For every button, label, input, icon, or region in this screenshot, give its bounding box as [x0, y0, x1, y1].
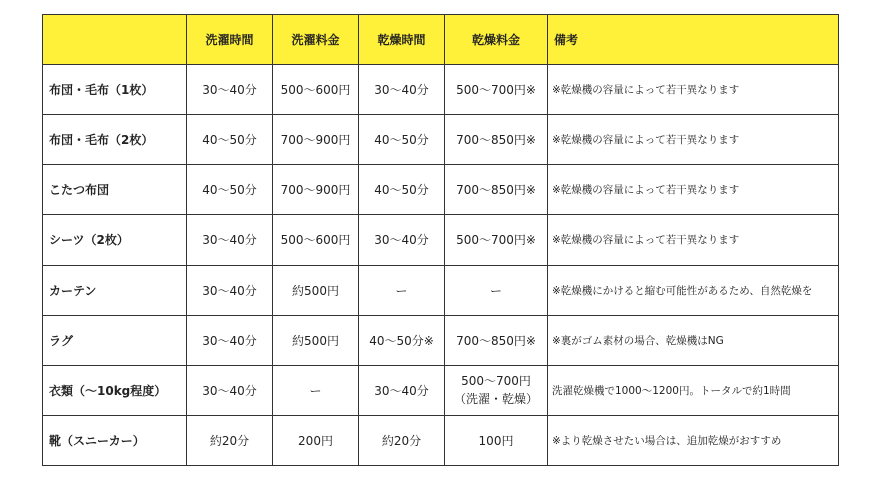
wash-time-cell: 40～50分	[187, 115, 273, 165]
item-name-cell: こたつ布団	[43, 165, 187, 215]
dry-time-cell: 30～40分	[359, 65, 445, 115]
dry-fee-subline: （洗濯・乾燥）	[453, 392, 538, 407]
dry-time-cell: 40～50分	[359, 165, 445, 215]
wash-fee-cell: 700～900円	[273, 115, 359, 165]
item-name-cell: 衣類（～10kg程度）	[43, 365, 187, 415]
laundry-price-table	[42, 14, 839, 466]
dry-fee-cell: 700～850円※	[445, 315, 548, 365]
notes-cell: 洗濯乾燥機で1000～1200円。トータルで約1時間	[548, 365, 839, 415]
wash-fee-cell: 500～600円	[273, 65, 359, 115]
dry-fee-cell: 100円	[445, 415, 548, 465]
dry-fee-line: 500～700円	[461, 374, 531, 389]
table-row	[43, 415, 839, 465]
notes-cell: ※より乾燥させたい場合は、追加乾燥がおすすめ	[548, 415, 839, 465]
dry-fee-cell: 500～700円※	[445, 215, 548, 265]
notes-cell: ※乾燥機にかけると縮む可能性があるため、自然乾燥を	[548, 265, 839, 315]
table-row	[43, 165, 839, 215]
dry-time-cell: ー	[359, 265, 445, 315]
notes-cell: ※乾燥機の容量によって若干異なります	[548, 165, 839, 215]
notes-cell: ※裏がゴム素材の場合、乾燥機はNG	[548, 315, 839, 365]
table-row	[43, 215, 839, 265]
wash-time-cell: 30～40分	[187, 315, 273, 365]
header-notes: 備考	[548, 15, 839, 65]
dry-time-cell: 30～40分	[359, 215, 445, 265]
dry-time-cell: 約20分	[359, 415, 445, 465]
table-row	[43, 365, 839, 415]
wash-fee-cell: 約500円	[273, 315, 359, 365]
item-name-cell: カーテン	[43, 265, 187, 315]
item-name-cell: 布団・毛布（1枚）	[43, 65, 187, 115]
table-row	[43, 115, 839, 165]
wash-fee-cell: 500～600円	[273, 215, 359, 265]
dry-time-cell: 40～50分※	[359, 315, 445, 365]
dry-fee-cell	[445, 365, 548, 415]
dry-fee-cell: ー	[445, 265, 548, 315]
header-row	[43, 15, 839, 65]
wash-time-cell: 30～40分	[187, 365, 273, 415]
wash-time-cell: 30～40分	[187, 265, 273, 315]
wash-fee-cell: 200円	[273, 415, 359, 465]
header-wash-time: 洗濯時間	[187, 15, 273, 65]
dry-fee-cell: 500～700円※	[445, 65, 548, 115]
wash-fee-cell: ー	[273, 365, 359, 415]
dry-fee-cell: 700～850円※	[445, 115, 548, 165]
item-name-cell: ラグ	[43, 315, 187, 365]
table-row	[43, 65, 839, 115]
notes-cell: ※乾燥機の容量によって若干異なります	[548, 115, 839, 165]
table-body	[43, 65, 839, 466]
wash-time-cell: 30～40分	[187, 215, 273, 265]
table-row	[43, 315, 839, 365]
wash-time-cell: 40～50分	[187, 165, 273, 215]
header-wash-fee: 洗濯料金	[273, 15, 359, 65]
wash-fee-cell: 約500円	[273, 265, 359, 315]
table-row	[43, 265, 839, 315]
dry-time-cell: 30～40分	[359, 365, 445, 415]
header-item	[43, 15, 187, 65]
notes-cell: ※乾燥機の容量によって若干異なります	[548, 65, 839, 115]
item-name-cell: 布団・毛布（2枚）	[43, 115, 187, 165]
item-name-cell: シーツ（2枚）	[43, 215, 187, 265]
header-dry-time: 乾燥時間	[359, 15, 445, 65]
dry-time-cell: 40～50分	[359, 115, 445, 165]
laundry-price-table-container	[42, 14, 838, 466]
header-dry-fee: 乾燥料金	[445, 15, 548, 65]
wash-time-cell: 約20分	[187, 415, 273, 465]
dry-fee-cell: 700～850円※	[445, 165, 548, 215]
item-name-cell: 靴（スニーカー）	[43, 415, 187, 465]
notes-cell: ※乾燥機の容量によって若干異なります	[548, 215, 839, 265]
wash-fee-cell: 700～900円	[273, 165, 359, 215]
wash-time-cell: 30～40分	[187, 65, 273, 115]
